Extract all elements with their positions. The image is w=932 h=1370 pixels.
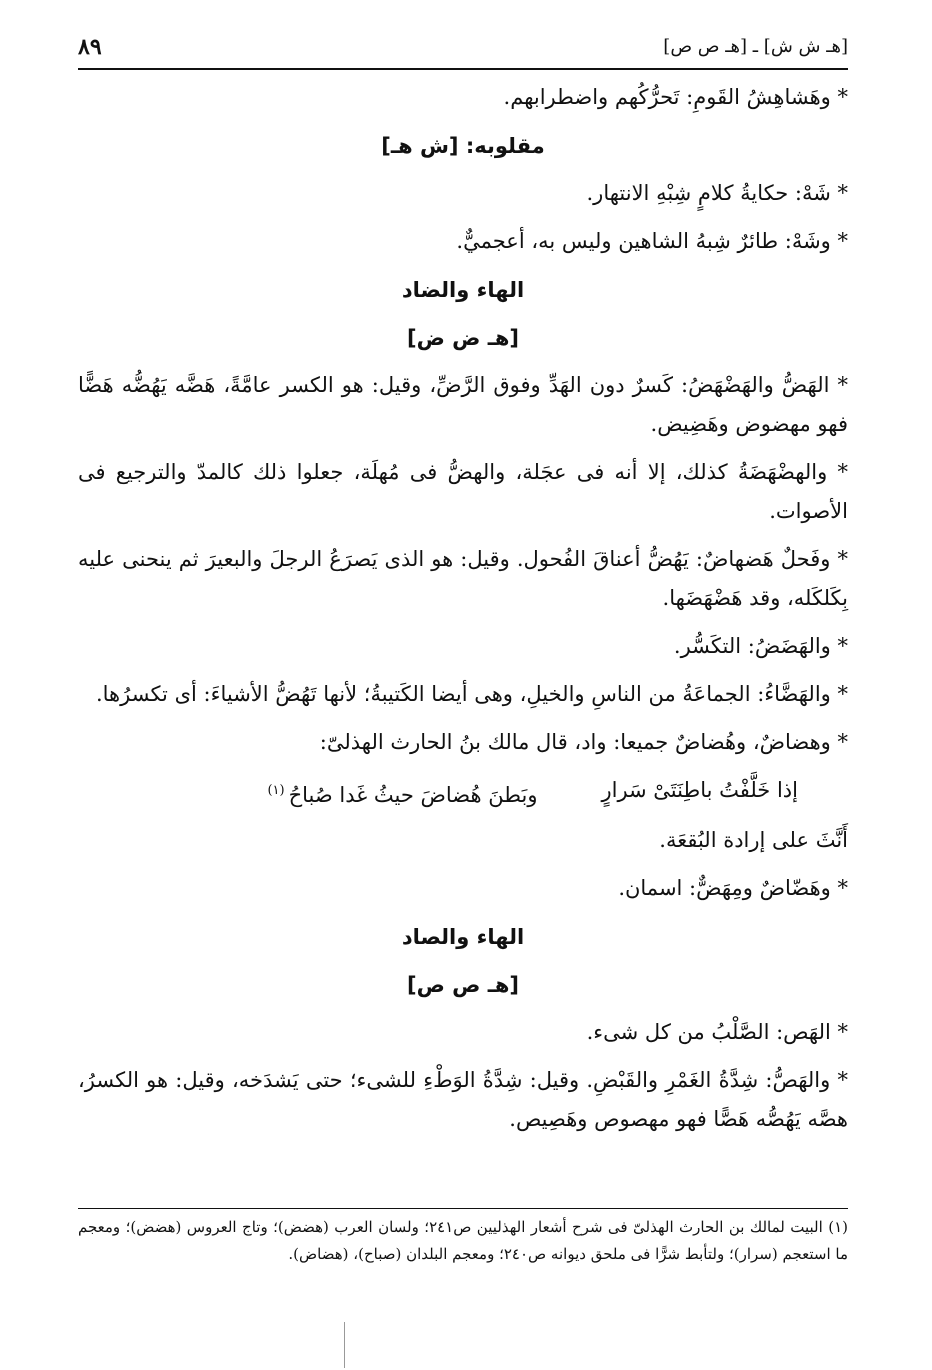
heading-haa-dad: الهاء والضاد — [401, 278, 525, 302]
entry-hadd: * الهَضُّ والهَضْهَضُ: كَسرٌ دون الهَدِّ وفوق الرَّضِّ، وقيل: هو الكسر عامَّةً، هَضَّه يَهُضُّه هَضًّا فهو مهضوض وهَضِيض. — [78, 373, 848, 436]
entry-hass: * والهَصُّ: شِدَّةُ الغَمْرِ والقَبْضِ. وقيل: شِدَّةُ الوَطْءِ للشىء؛ حتى يَشدَخه، وقيل: هو الكسرُ، هصَّه يَهُصُّه هَصًّا فهو مهصوص وهَصِيص. — [78, 1068, 848, 1131]
footnote-1: (١) البيت لمالك بن الحارث الهذلىّ فى شرح أشعار الهذليين ص٢٤١؛ ولسان العرب (هضض)؛ وتاج العروس (هضض)؛ ومعجم ما استعجم (سرار)؛ ولتأبط شرًّا فى ملحق ديوانه ص٢٤٠؛ ومعجم البلدان (صباح)، (هضاض). — [78, 1218, 848, 1263]
running-head — [78, 30, 848, 66]
heading-haa-sad: الهاء والصاد — [401, 925, 525, 949]
scan-gutter-line — [344, 1322, 345, 1368]
poem-verse — [78, 771, 848, 815]
footnotes — [78, 1214, 848, 1268]
header-rule — [78, 68, 848, 70]
footnote-rule — [78, 1208, 848, 1209]
entry-hadad: * والهَضَضُ: التكَسُّر. — [673, 634, 848, 658]
main-text — [78, 78, 848, 1148]
entry-hadhada: * والهضْهَضَةُ كذلك، إلا أنه فى عجَلة، والهضُّ فى مُهلَة، جعلوا ذلك كالمدّ والترجيع فى الأصوات. — [78, 460, 848, 523]
entry-haddad-mihadd: * وهَضّاضٌ ومِهَضٌّ: اسمان. — [618, 876, 848, 900]
footnote-marker: (١) — [267, 783, 285, 798]
entry-haddaa: * والهَضَّاءُ: الجماعَةُ من الناسِ والخيلِ، وهى أيضا الكَتيبةُ؛ لأنها تَهُضُّ الأشياءَ: أى تكسرُها. — [95, 682, 848, 706]
verse-second-hemistich — [267, 771, 537, 815]
verse-first-hemistich: إذا خَلَّفْتُ باطِنَتَىْ سَرارٍ — [601, 778, 798, 802]
entry-shah-2: * وشَهْ: طائرٌ شِبهُ الشاهين وليس به، أعجميٌّ. — [456, 229, 848, 253]
heading-h-s-s: [هـ ص ص] — [406, 973, 520, 997]
page-number: ٨٩ — [78, 34, 102, 60]
heading-h-d-d: [هـ ض ض] — [406, 326, 520, 350]
entry-has: * الهَص: الصَّلْبُ من كل شىء. — [586, 1020, 848, 1044]
entry-shah-1: * شَهْ: حكايةُ كلامٍ شِبْهِ الانتهار. — [586, 181, 848, 205]
heading-maqlub: مقلوبه: [ش هـ] — [381, 134, 545, 158]
entry-hashahish: * وهَشاهِشُ القَومِ: تَحرُّكُهم واضطرابهم. — [503, 85, 848, 109]
verse-second-hemistich-text: وبَطنَ هُضاضَ حيثُ غَدا صُباحُ — [288, 783, 538, 807]
running-head-title: [هـ ش ش] ـ [هـ ص ص] — [663, 36, 848, 57]
entry-fahl-hadhad: * وفَحلٌ هَضهاضٌ: يَهُضُّ أعناقَ الفُحول. وقيل: هو الذى يَصرَعُ الرجلَ والبعيرَ ثم ينحنى عليه بِكَلكَله، وقد هَضْهَضَها. — [78, 547, 848, 610]
entry-hudad: * وهضاضٌ، وهُضاضٌ جميعا: واد، قال مالك بنُ الحارث الهذلىّ: — [319, 730, 848, 754]
entry-annatha: أَنَّثَ على إرادة البُقعَة. — [659, 828, 848, 852]
